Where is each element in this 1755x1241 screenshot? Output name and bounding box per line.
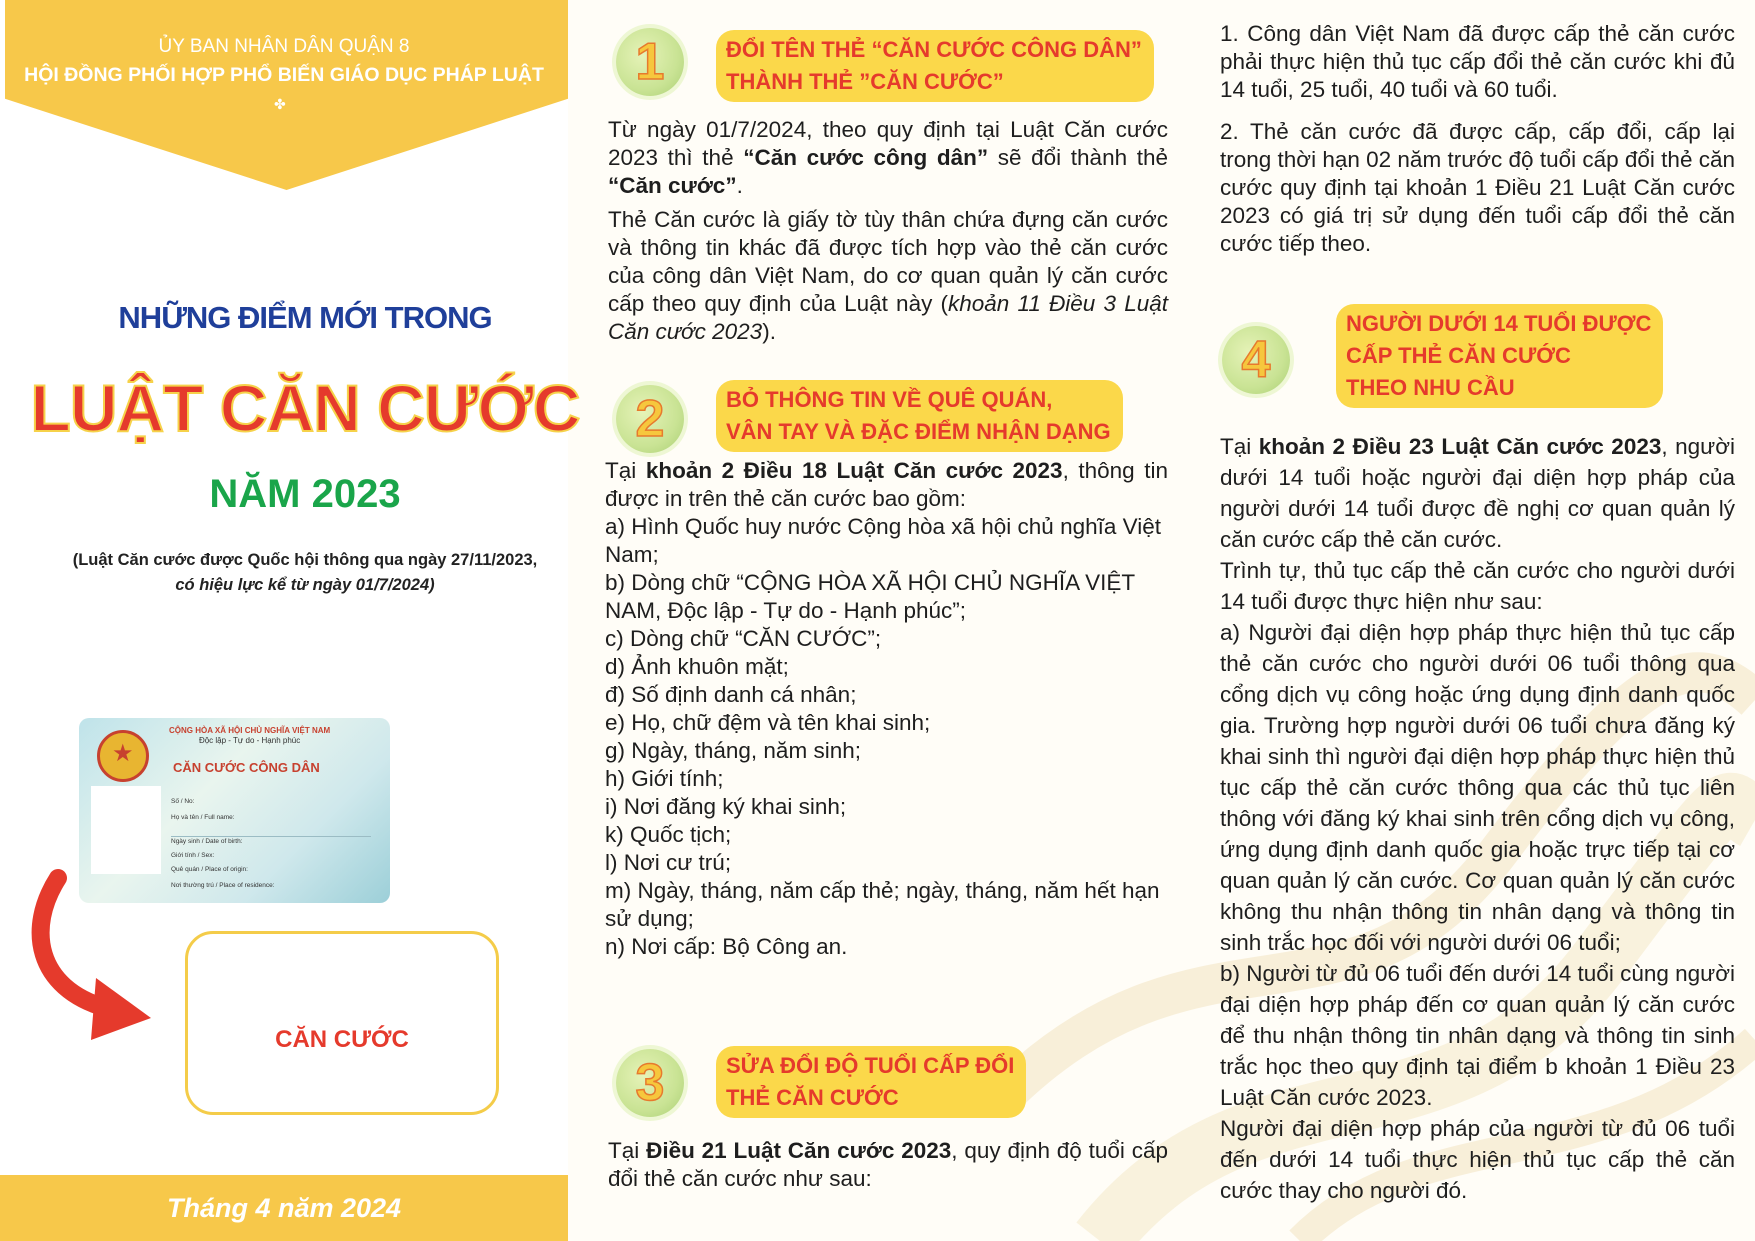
section1-paragraph2: Thẻ Căn cước là giấy tờ tùy thân chứa đựng căn cước và thông tin khác đã được tích hợp vào thẻ căn cước của công dân Việt Nam, do cơ quan quản lý căn cước cấp theo quy định của Luật này (khoản 11 Điều 3 Luật Căn cước 2023). xyxy=(608,207,1168,344)
new-card-frame xyxy=(185,931,499,1115)
ornament-icon: ✤ xyxy=(274,96,286,112)
law-note xyxy=(0,548,610,598)
title-line2: LUẬT CĂN CƯỚC xyxy=(30,371,580,445)
section3-item2: 2. Thẻ căn cước đã được cấp, cấp đổi, cấp lại trong thời hạn 02 năm trước độ tuổi cấp đổi thẻ căn cước quy định tại khoản 1 Điều 21 Luật Căn cước 2023 có giá trị sử dụng đến tuổi cấp đổi thẻ căn cước tiếp theo. xyxy=(1220,119,1735,256)
section2-item: k) Quốc tịch; xyxy=(605,822,732,847)
section2-number-badge: 2 xyxy=(616,385,684,453)
org-line1: ỦY BAN NHÂN DÂN QUẬN 8 xyxy=(158,36,410,57)
law-note-line2: có hiệu lực kể từ ngày 01/7/2024) xyxy=(175,576,435,594)
section2-intro: Tại khoản 2 Điều 18 Luật Căn cước 2023, thông tin được in trên thẻ căn cước bao gồm: xyxy=(605,458,1168,511)
title-line1: NHỮNG ĐIỂM MỚI TRONG xyxy=(118,300,492,335)
footer-date: Tháng 4 năm 2024 xyxy=(166,1193,402,1223)
new-card-label: CĂN CƯỚC xyxy=(275,1026,409,1053)
section3-heading: SỬA ĐỔI ĐỘ TUỔI CẤP ĐỔI THẺ CĂN CƯỚC xyxy=(716,1046,1026,1118)
section1-heading: ĐỔI TÊN THẺ “CĂN CƯỚC CÔNG DÂN” THÀNH THẺ ”CĂN CƯỚC” xyxy=(716,30,1154,102)
section4-paragraph: b) Người từ đủ 06 tuổi đến dưới 14 tuổi cùng người đại diện hợp pháp đến cơ quan quản lý căn cước để thu nhận thông tin nhân dạng và thông tin sinh trắc học theo quy định tại điểm b khoản 1 Điều 23 Luật Căn cước 2023. xyxy=(1220,961,1735,1110)
section3-continued xyxy=(1220,20,1735,258)
section2-item: a) Hình Quốc huy nước Cộng hòa xã hội chủ nghĩa Việt Nam; xyxy=(605,514,1161,567)
section2-item: h) Giới tính; xyxy=(605,766,724,791)
section2-item: c) Dòng chữ “CĂN CƯỚC”; xyxy=(605,626,882,651)
section2-item: e) Họ, chữ đệm và tên khai sinh; xyxy=(605,710,931,735)
red-arrow-icon xyxy=(26,868,156,1043)
section4-heading: NGƯỜI DƯỚI 14 TUỔI ĐƯỢC CẤP THẺ CĂN CƯỚC THEO NHU CẦU xyxy=(1336,304,1663,408)
section2-item: d) Ảnh khuôn mặt; xyxy=(605,654,789,679)
section1-body xyxy=(608,116,1168,346)
section4-paragraph: Trình tự, thủ tục cấp thẻ căn cước cho người dưới 14 tuổi được thực hiện như sau: xyxy=(1220,558,1735,614)
section4-body xyxy=(1220,431,1735,1206)
org-line2: HỘI ĐỒNG PHỐI HỢP PHỔ BIẾN GIÁO DỤC PHÁP LUẬT xyxy=(24,64,544,86)
section2-item: b) Dòng chữ “CỘNG HÒA XÃ HỘI CHỦ NGHĨA VIỆT NAM, Độc lập - Tự do - Hạnh phúc”; xyxy=(605,570,1135,623)
law-note-line1: (Luật Căn cước được Quốc hội thông qua ngày 27/11/2023, xyxy=(72,551,538,569)
section2-item: l) Nơi cư trú; xyxy=(605,850,732,875)
old-id-card-image: ★ CỘNG HÒA XÃ HỘI CHỦ NGHĨA VIỆT NAM Độc lập - Tự do - Hạnh phúc CĂN CƯỚC CÔNG DÂN Số / No: Họ và tên / Full name: Ngày sinh / Date of birth: Giới tính / Sex: Quê quán / Place of origin: Nơi thường trú / Place of residence: xyxy=(79,718,390,903)
section2-body xyxy=(605,457,1168,961)
section2-item: m) Ngày, tháng, năm cấp thẻ; ngày, tháng, năm hết hạn sử dụng; xyxy=(605,878,1160,931)
title-line3: NĂM 2023 xyxy=(209,472,401,516)
section4-paragraph: a) Người đại diện hợp pháp thực hiện thủ tục cấp thẻ căn cước cho người dưới 06 tuổi thông qua cổng dịch vụ công hoặc ứng dụng định danh quốc gia. Trường hợp người dưới 06 tuổi chưa đăng ký khai sinh thì người đại diện hợp pháp thực hiện thủ tục cấp thẻ căn cước thông qua các thủ tục liên thông với đăng ký khai sinh trên cổng dịch vụ công, ứng dụng định danh quốc gia hoặc trực tiếp tại cơ quan quản lý căn cước. Cơ quan quản lý căn cước không thu nhận thông tin nhân dạng và thông tin sinh trắc học đối với người dưới 06 tuổi; xyxy=(1220,620,1735,955)
section3-number-badge: 3 xyxy=(616,1049,684,1117)
section4-paragraph: Người đại diện hợp pháp của người từ đủ 06 tuổi đến dưới 14 tuổi thực hiện thủ tục cấp thẻ căn cước thay cho người đó. xyxy=(1220,1116,1735,1203)
card-photo-placeholder xyxy=(91,786,161,874)
section2-item: n) Nơi cấp: Bộ Công an. xyxy=(605,934,848,959)
section4-intro: Tại khoản 2 Điều 23 Luật Căn cước 2023, người dưới 14 tuổi hoặc người đại diện hợp pháp của người dưới 14 tuổi được đề nghị cơ quan quản lý căn cước cấp thẻ căn cước. xyxy=(1220,434,1735,552)
section2-item: g) Ngày, tháng, năm sinh; xyxy=(605,738,861,763)
section2-heading: BỎ THÔNG TIN VỀ QUÊ QUÁN, VÂN TAY VÀ ĐẶC ĐIỂM NHẬN DẠNG xyxy=(716,380,1123,452)
section3-item1: 1. Công dân Việt Nam đã được cấp thẻ căn cước phải thực hiện thủ tục cấp đổi thẻ căn cước khi đủ 14 tuổi, 25 tuổi, 40 tuổi và 60 tuổi. xyxy=(1220,21,1735,102)
cover-panel xyxy=(0,0,580,1241)
footer-bar xyxy=(0,1175,568,1241)
section1-paragraph1: Từ ngày 01/7/2024, theo quy định tại Luật Căn cước 2023 thì thẻ “Căn cước công dân” sẽ đổi thành thẻ “Căn cước”. xyxy=(608,117,1168,198)
section4-number-badge: 4 xyxy=(1222,326,1290,394)
section2-item: đ) Số định danh cá nhân; xyxy=(605,682,857,707)
section2-item: i) Nơi đăng ký khai sinh; xyxy=(605,794,847,819)
card-title: CĂN CƯỚC CÔNG DÂN xyxy=(173,760,320,775)
card-header: CỘNG HÒA XÃ HỘI CHỦ NGHĨA VIỆT NAM Độc lập - Tự do - Hạnh phúc xyxy=(169,726,331,745)
section3-intro: Tại Điều 21 Luật Căn cước 2023, quy định độ tuổi cấp đổi thẻ căn cước như sau: xyxy=(608,1138,1168,1191)
section1-number-badge: 1 xyxy=(616,28,684,96)
national-emblem-icon xyxy=(97,730,149,782)
header-banner xyxy=(5,0,568,190)
